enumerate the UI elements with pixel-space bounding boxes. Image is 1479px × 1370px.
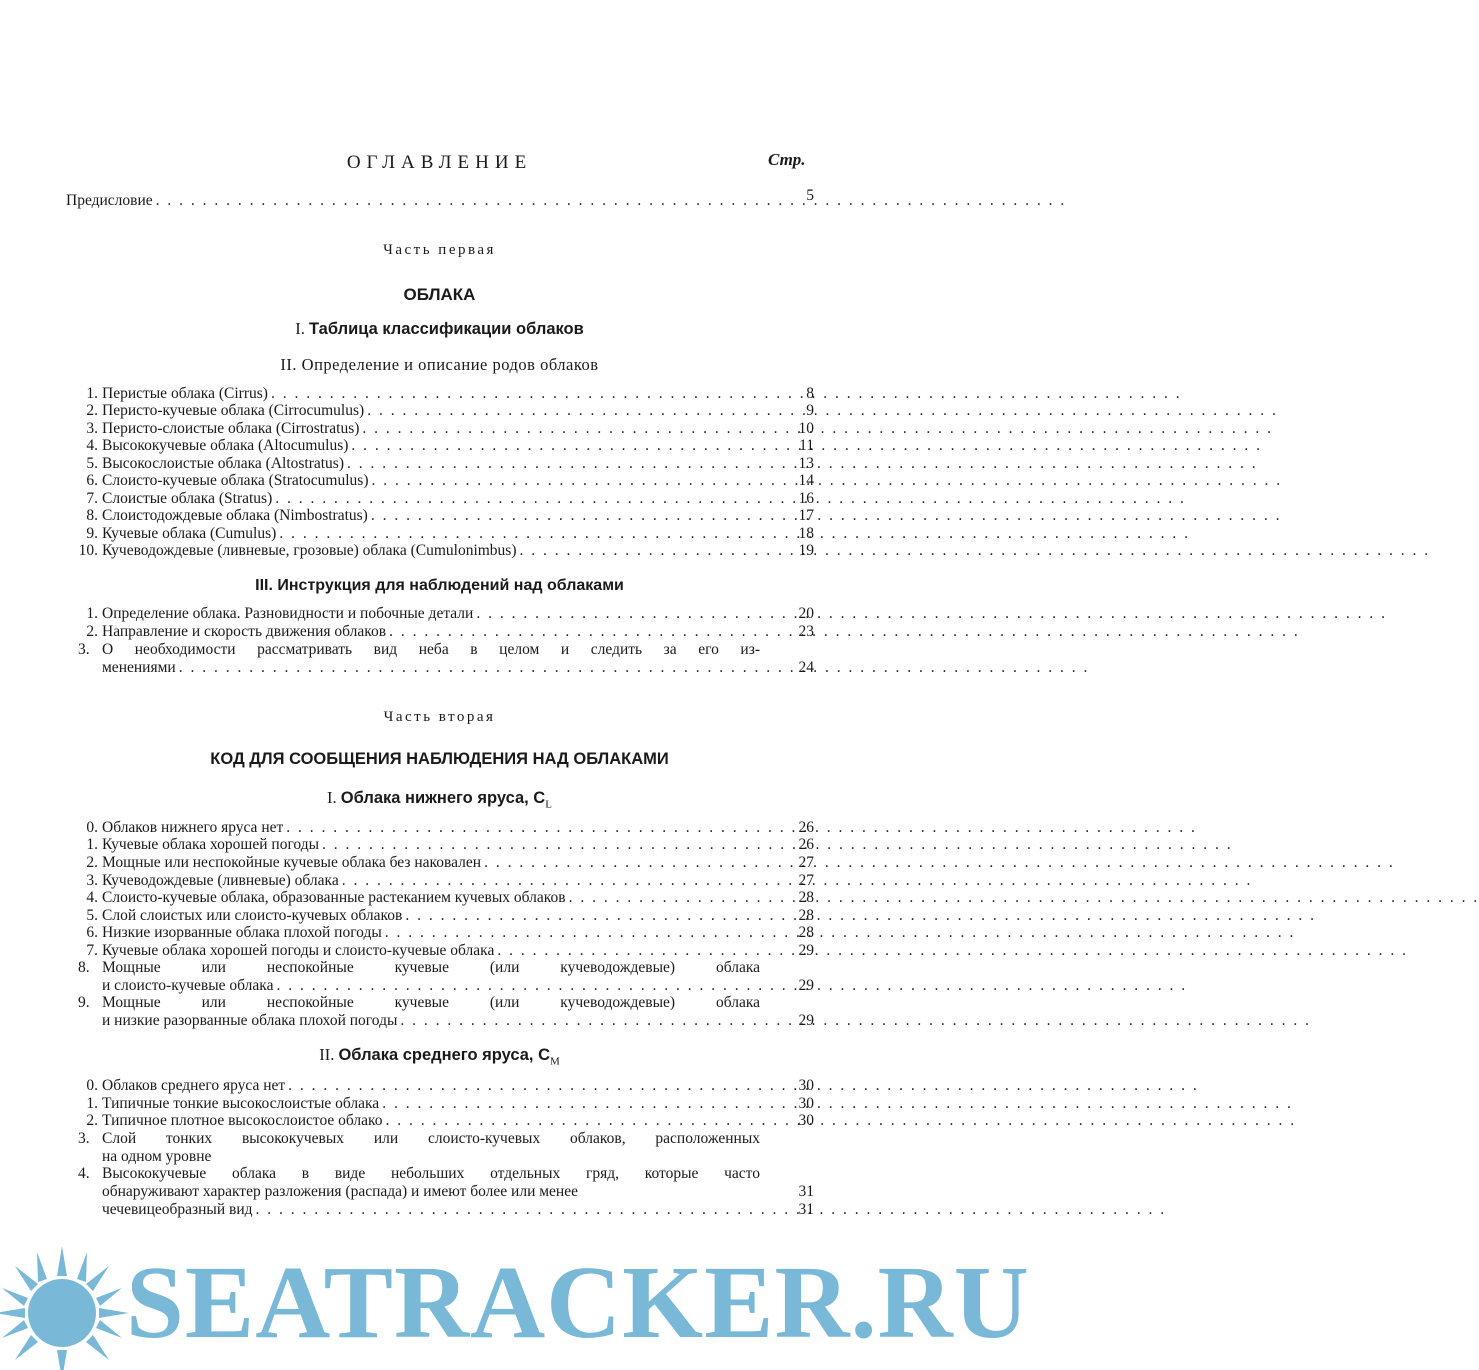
entry-text: О необходимости рассматривать вид неба в целом и следить за его из-: [102, 641, 760, 658]
part-two-title: КОД ДЛЯ СООБЩЕНИЯ НАБЛЮДЕНИЯ НАД ОБЛАКАМИ: [210, 750, 669, 768]
entry-number: 3.: [78, 1130, 90, 1147]
entry-text: Мощные или неспокойные кучевые (или кучеводождевые) облака: [102, 959, 760, 976]
section-title: Таблица классификации облаков: [308, 320, 584, 338]
toc-entry-continued: [78, 1012, 784, 1030]
entry-number: 9.: [78, 994, 90, 1011]
entry-number: 1.: [86, 605, 98, 622]
section-title: Инструкция для наблюдений над облаками: [277, 577, 624, 594]
toc-entry: [78, 1095, 760, 1113]
entry-text: Кучеводождевые (ливневые, грозовые) облака (Cumulonimbus): [102, 542, 517, 559]
part-one-label: Часть первая: [383, 242, 496, 258]
toc-title: ОГЛАВЛЕНИЕ: [346, 152, 533, 173]
entry-text: Слой тонких высококучевых или слоисто-кучевых облаков, расположенных: [102, 1130, 760, 1147]
entry-text: Слоистодождевые облака (Nimbostratus): [102, 507, 368, 524]
entry-number: 2.: [86, 623, 98, 640]
entry-text: Типичные тонкие высокослоистые облака: [102, 1095, 380, 1112]
section-title: Облака нижнего яруса, C: [340, 789, 546, 807]
toc-entry: [78, 420, 760, 438]
entry-page: 31: [798, 1201, 814, 1218]
entry-page: 11: [799, 437, 814, 454]
entry-number: 5.: [86, 455, 98, 472]
toc-entry: [78, 1077, 760, 1095]
entry-page: 30: [798, 1095, 814, 1112]
entry-page: 18: [798, 525, 814, 542]
entry-number: 9.: [86, 525, 98, 542]
entry-page: 9: [806, 402, 814, 419]
toc-entry: [78, 1112, 760, 1130]
section-roman: II.: [280, 355, 298, 374]
entry-number: 3.: [86, 420, 98, 437]
entry-text: Слоисто-кучевые облака (Stratocumulus): [102, 472, 369, 489]
toc-entry: [78, 472, 760, 490]
entry-page: 27: [798, 872, 814, 889]
entry-number: 1.: [86, 1095, 98, 1112]
entry-page: 29: [798, 977, 814, 994]
entry-page: 24: [798, 659, 814, 676]
entry-number: 4.: [86, 437, 98, 454]
section-title: Определение и описание родов облаков: [301, 355, 599, 374]
entry-text: Кучевые облака (Cumulus): [102, 525, 277, 542]
section-heading: [0, 1045, 879, 1067]
entry-number: 2.: [86, 1112, 98, 1129]
entry-text-continued: и низкие разорванные облака плохой погоды: [102, 1012, 398, 1029]
entry-page: 30: [798, 1112, 814, 1129]
entry-text: Определение облака. Разновидности и побочные детали: [102, 605, 474, 622]
entry-number: 1.: [86, 836, 98, 853]
entry-page: 17: [798, 507, 814, 524]
entry-text: Предисловие: [66, 192, 153, 209]
entry-text-continued: менениями: [102, 659, 176, 676]
toc-entry: [78, 872, 760, 890]
entry-page: 28: [798, 907, 814, 924]
toc-entry: [78, 907, 760, 925]
toc-entry: [78, 924, 760, 942]
section-subscript: L: [545, 798, 552, 811]
entry-number: 8.: [86, 507, 98, 524]
entry-number: 7.: [86, 942, 98, 959]
section-roman: II.: [319, 1045, 335, 1064]
entry-text: Высокослоистые облака (Altostratus): [102, 455, 345, 472]
entry-page: 28: [798, 889, 814, 906]
toc-entry: [78, 437, 760, 455]
toc-entry: [78, 1165, 760, 1183]
entry-number: 6.: [86, 924, 98, 941]
entry-text: Слой слоистых или слоисто-кучевых облаков: [102, 907, 403, 924]
toc-entry: [78, 402, 760, 420]
toc-entry-preface: [66, 192, 760, 210]
entry-text: Перисто-слоистые облака (Cirrostratus): [102, 420, 360, 437]
entry-text: Облаков среднего яруса нет: [102, 1077, 286, 1094]
entry-number: 5.: [86, 907, 98, 924]
entry-number: 4.: [78, 1165, 90, 1182]
toc-entry-continued: [78, 977, 784, 995]
entry-page: 30: [798, 1077, 814, 1094]
entry-page: 28: [798, 924, 814, 941]
entry-page: 29: [798, 942, 814, 959]
entry-text-continued: и слоисто-кучевые облака: [102, 977, 274, 994]
entry-text-continued: обнаруживают характер разложения (распада) и имеют более или менее: [102, 1183, 578, 1200]
entry-page: 31: [798, 1183, 814, 1200]
toc-entry: [78, 490, 760, 508]
section-roman: I.: [327, 788, 337, 807]
entry-page: 27: [798, 854, 814, 871]
toc-entry: [78, 819, 760, 837]
toc-entry: [78, 1130, 760, 1148]
toc-entry-continued: [78, 1148, 784, 1166]
watermark-text: SEATRACKER.RU: [126, 1245, 1030, 1360]
part-one-title: ОБЛАКА: [403, 285, 476, 304]
part-two-label: Часть вторая: [383, 709, 496, 725]
entry-page: 19: [798, 542, 814, 559]
toc-entry: [78, 605, 760, 623]
toc-entry: [78, 525, 760, 543]
entry-number: 6.: [86, 472, 98, 489]
page-column-label: Стр.: [768, 150, 806, 169]
entry-page: 8: [806, 385, 814, 402]
entry-text: Типичное плотное высокослоистое облако: [102, 1112, 383, 1129]
entry-number: 2.: [86, 402, 98, 419]
section-roman: I.: [295, 319, 305, 338]
entry-number: 1.: [86, 385, 98, 402]
section-heading: [0, 319, 879, 339]
section-heading: [0, 355, 879, 375]
entry-page: 16: [798, 490, 814, 507]
entry-text: Низкие изорванные облака плохой погоды: [102, 924, 382, 941]
toc-entry: [78, 889, 760, 907]
toc-entry: [78, 455, 760, 473]
toc-entry-continued: [78, 1183, 784, 1201]
entry-page: 20: [798, 605, 814, 622]
entry-page: 14: [798, 472, 814, 489]
entry-text: Высококучевые облака (Altocumulus): [102, 437, 349, 454]
entry-page: 13: [798, 455, 814, 472]
section-title: Облака среднего яруса, C: [338, 1046, 551, 1064]
entry-number: 2.: [86, 854, 98, 871]
section-heading: [0, 788, 879, 810]
entry-number: 3.: [86, 872, 98, 889]
section-heading: [0, 577, 879, 595]
entry-page: 26: [798, 836, 814, 853]
entry-page: 5: [806, 187, 814, 204]
entry-number: 0.: [86, 819, 98, 836]
toc-entry: [78, 994, 760, 1012]
toc-entry: [78, 542, 760, 560]
entry-text: Высококучевые облака в виде небольших отдельных гряд, которые часто: [102, 1165, 760, 1182]
toc-entry: [78, 641, 760, 659]
entry-page: 29: [798, 1012, 814, 1029]
entry-text: Перистые облака (Cirrus): [102, 385, 268, 402]
entry-page: 26: [798, 819, 814, 836]
toc-entry: [78, 836, 760, 854]
entry-text: Направление и скорость движения облаков: [102, 623, 387, 640]
entry-text: Кучевые облака хорошей погоды и слоисто-кучевые облака: [102, 942, 495, 959]
entry-number: 7.: [86, 490, 98, 507]
entry-text: Кучеводождевые (ливневые) облака: [102, 872, 339, 889]
entry-number: 8.: [78, 959, 90, 976]
toc-entry: [78, 959, 760, 977]
entry-number: 4.: [86, 889, 98, 906]
toc-entry: [78, 385, 760, 403]
entry-text-continued: чечевицеобразный вид: [102, 1201, 253, 1218]
entry-page: 23: [798, 623, 814, 640]
toc-entry-continued: [78, 1201, 784, 1219]
entry-text: Мощные или неспокойные кучевые облака без наковален: [102, 854, 482, 871]
toc-entry: [78, 507, 760, 525]
toc-entry: [78, 854, 760, 872]
entry-text: Перисто-кучевые облака (Cirrocumulus): [102, 402, 365, 419]
entry-text-continued: на одном уровне: [102, 1148, 212, 1165]
entry-text: Кучевые облака хорошей погоды: [102, 836, 320, 853]
entry-page: 10: [798, 420, 814, 437]
entry-number: 10.: [78, 542, 98, 559]
entry-text: Мощные или неспокойные кучевые (или кучеводождевые) облака: [102, 994, 760, 1011]
entry-text: Облаков нижнего яруса нет: [102, 819, 284, 836]
entry-number: 0.: [86, 1077, 98, 1094]
entry-number: 3.: [78, 641, 90, 658]
entry-text: Слоисто-кучевые облака, образованные растеканием кучевых облаков: [102, 889, 566, 906]
toc-entry: [78, 942, 760, 960]
toc-entry: [78, 623, 760, 641]
entry-text: Слоистые облака (Stratus): [102, 490, 273, 507]
section-subscript: M: [550, 1055, 560, 1068]
section-roman: III.: [255, 577, 273, 594]
toc-entry-continued: [78, 659, 784, 677]
